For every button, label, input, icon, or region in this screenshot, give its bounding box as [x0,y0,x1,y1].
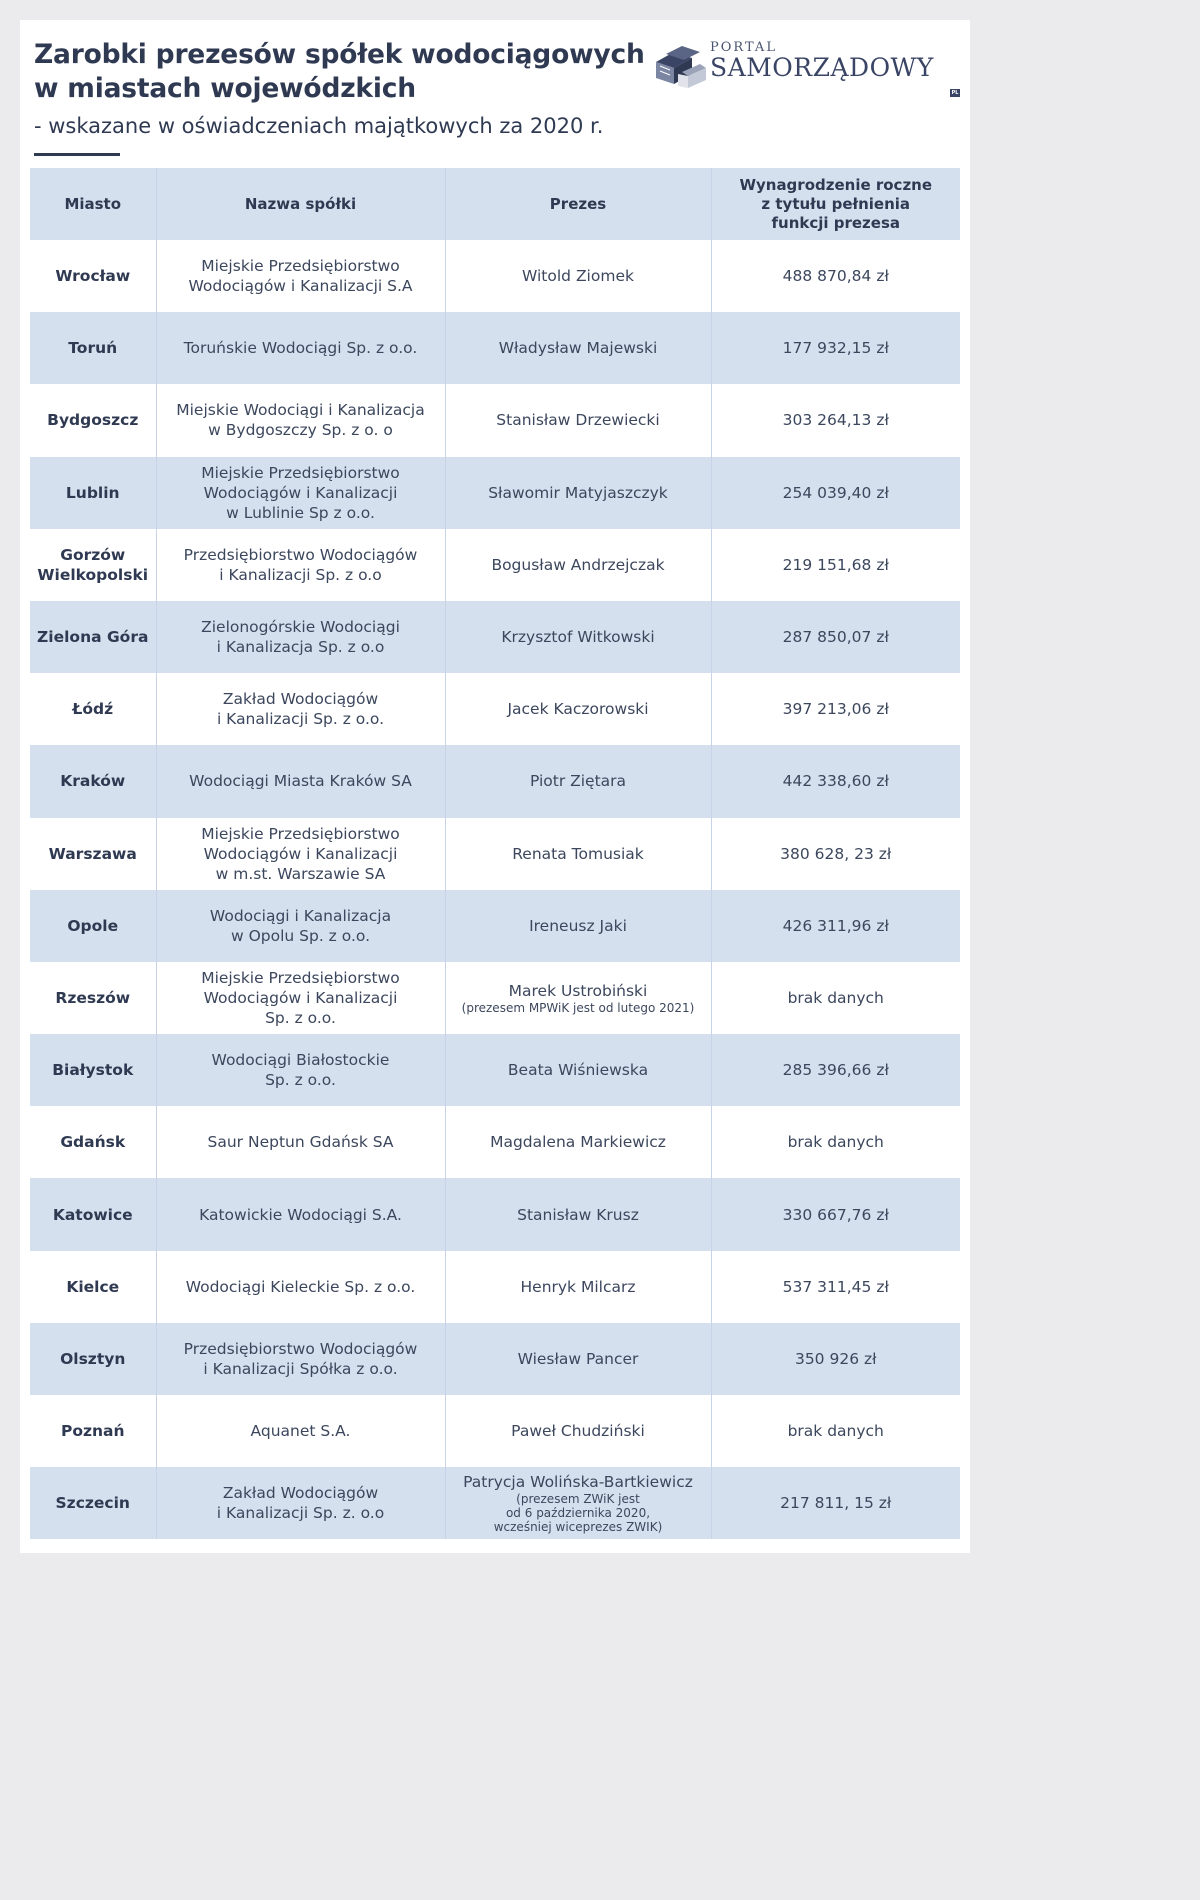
logo-brand-text: SAMORZĄDOWY [710,53,934,82]
column-header-city: Miasto [64,194,122,213]
cell-ceo [445,384,711,456]
cell-company: Toruńskie Wodociągi Sp. z o.o. [156,312,445,384]
cell-company: Miejskie Przedsiębiorstwo Wodociągów i Kanalizacji w Lublinie Sp z o.o. [156,457,445,529]
cell-ceo [445,1323,711,1395]
cell-salary: 303 264,13 zł [711,384,960,456]
cell-ceo [445,818,711,890]
ceo-note: (prezesem MPWiK jest od lutego 2021) [461,1000,695,1015]
portal-samorzadowy-logo [652,38,964,108]
cell-city: Szczecin [55,1494,130,1513]
table-row [30,1106,960,1178]
table-row [30,529,960,601]
ceo-name: Patrycja Wolińska-Bartkiewicz [463,1473,693,1492]
cell-company: Wodociągi i Kanalizacja w Opolu Sp. z o.o. [156,890,445,962]
cell-ceo [445,1034,711,1106]
ceo-name: Krzysztof Witkowski [501,628,655,647]
table-row [30,1395,960,1467]
cell-salary: 254 039,40 zł [711,457,960,529]
cell-salary: brak danych [711,1106,960,1178]
cell-company: Aquanet S.A. [156,1395,445,1467]
cell-ceo [445,312,711,384]
cell-company: Miejskie Wodociągi i Kanalizacja w Bydgoszczy Sp. z o. o [156,384,445,456]
ceo-note: (prezesem ZWiK jest od 6 października 2020, wcześniej wiceprezes ZWIK) [493,1492,663,1535]
ceo-name: Ireneusz Jaki [529,916,627,935]
cell-company: Zakład Wodociągów i Kanalizacji Sp. z o.o. [156,673,445,745]
ceo-name: Stanisław Krusz [517,1205,639,1224]
cell-ceo [445,457,711,529]
ceo-name: Wiesław Pancer [517,1349,639,1368]
cell-city: Poznań [60,1422,125,1441]
cell-salary: brak danych [711,1395,960,1467]
cell-company: Zakład Wodociągów i Kanalizacji Sp. z. o.o [156,1467,445,1539]
cell-company: Saur Neptun Gdańsk SA [156,1106,445,1178]
cell-company: Katowickie Wodociągi S.A. [156,1178,445,1250]
infographic-card [20,20,970,1553]
cell-salary: 442 338,60 zł [711,745,960,817]
cell-ceo [445,601,711,673]
cell-salary: 217 811, 15 zł [711,1467,960,1539]
cell-salary: 219 151,68 zł [711,529,960,601]
cell-city: Rzeszów [55,988,131,1007]
cell-ceo [445,240,711,312]
cell-ceo [445,890,711,962]
table-row [30,818,960,890]
page-title: Zarobki prezesów spółek wodociągowych w miastach wojewódzkich [34,39,645,104]
cell-salary: 380 628, 23 zł [711,818,960,890]
cell-ceo [445,529,711,601]
column-header-company: Nazwa spółki [156,168,445,240]
cell-company: Wodociągi Miasta Kraków SA [156,745,445,817]
cell-salary: 426 311,96 zł [711,890,960,962]
ceo-name: Witold Ziomek [522,267,634,286]
table-row [30,601,960,673]
cell-salary: 397 213,06 zł [711,673,960,745]
cell-ceo [445,1106,711,1178]
cell-salary: 488 870,84 zł [711,240,960,312]
cell-city: Kraków [60,772,126,791]
cell-city: Gorzów Wielkopolski [37,545,149,584]
cell-city: Zielona Góra [37,628,149,647]
cell-city: Kielce [66,1277,120,1296]
logo-tld-badge: PL [951,90,959,96]
cell-salary: 285 396,66 zł [711,1034,960,1106]
table-row [30,962,960,1034]
table-row [30,457,960,529]
cell-salary: 330 667,76 zł [711,1178,960,1250]
title-underline [34,153,120,156]
cell-company: Miejskie Przedsiębiorstwo Wodociągów i Kanalizacji S.A [156,240,445,312]
table-header-row [30,168,960,240]
cell-city: Katowice [52,1205,133,1224]
cell-salary: 537 311,45 zł [711,1251,960,1323]
cell-city: Warszawa [48,844,137,863]
table-row [30,1467,960,1539]
table-row [30,745,960,817]
table-row [30,312,960,384]
cell-salary: 177 932,15 zł [711,312,960,384]
cell-salary: 350 926 zł [711,1323,960,1395]
cell-ceo [445,1467,711,1539]
cell-ceo [445,962,711,1034]
cell-ceo [445,1178,711,1250]
cell-ceo [445,1395,711,1467]
cell-salary: brak danych [711,962,960,1034]
table-row [30,1251,960,1323]
table-body [30,240,960,1539]
cell-city: Olsztyn [60,1349,126,1368]
cell-company: Wodociągi Białostockie Sp. z o.o. [156,1034,445,1106]
cell-city: Toruń [68,339,118,358]
ceo-name: Stanisław Drzewiecki [496,411,660,430]
building-logo-icon [652,44,708,90]
table-row [30,890,960,962]
cell-ceo [445,745,711,817]
column-header-salary: Wynagrodzenie roczne z tytułu pełnienia funkcji prezesa [711,168,960,240]
cell-company: Miejskie Przedsiębiorstwo Wodociągów i Kanalizacji w m.st. Warszawie SA [156,818,445,890]
ceo-name: Władysław Majewski [498,339,658,358]
ceo-name: Sławomir Matyjaszczyk [488,483,668,502]
table-row [30,384,960,456]
logo-portal-text: PORTAL [710,40,777,55]
cell-company: Przedsiębiorstwo Wodociągów i Kanalizacji Spółka z o.o. [156,1323,445,1395]
cell-ceo [445,1251,711,1323]
salary-table [30,168,960,1539]
ceo-name: Bogusław Andrzejczak [491,555,665,574]
ceo-name: Renata Tomusiak [512,844,644,863]
cell-salary: 287 850,07 zł [711,601,960,673]
ceo-name: Beata Wiśniewska [507,1061,649,1080]
ceo-name: Paweł Chudziński [511,1422,645,1441]
cell-city: Wrocław [55,267,131,286]
table-row [30,1323,960,1395]
cell-ceo [445,673,711,745]
cell-company: Wodociągi Kieleckie Sp. z o.o. [156,1251,445,1323]
table-row [30,240,960,312]
table-row [30,1034,960,1106]
cell-city: Łódź [72,700,114,719]
cell-city: Białystok [52,1061,134,1080]
ceo-name: Marek Ustrobiński [508,981,648,1000]
ceo-name: Jacek Kaczorowski [507,700,649,719]
column-header-ceo: Prezes [445,168,711,240]
ceo-name: Piotr Ziętara [529,772,627,791]
ceo-name: Henryk Milcarz [520,1277,636,1296]
page-subtitle: - wskazane w oświadczeniach majątkowych za 2020 r. [34,114,604,138]
cell-city: Opole [67,916,119,935]
cell-company: Zielonogórskie Wodociągi i Kanalizacja Sp. z o.o [156,601,445,673]
cell-company: Przedsiębiorstwo Wodociągów i Kanalizacji Sp. z o.o [156,529,445,601]
cell-city: Lublin [65,483,120,502]
table-row [30,673,960,745]
ceo-name: Magdalena Markiewicz [490,1133,666,1152]
table-row [30,1178,960,1250]
cell-city: Gdańsk [60,1133,126,1152]
cell-company: Miejskie Przedsiębiorstwo Wodociągów i Kanalizacji Sp. z o.o. [156,962,445,1034]
cell-city: Bydgoszcz [47,411,139,430]
